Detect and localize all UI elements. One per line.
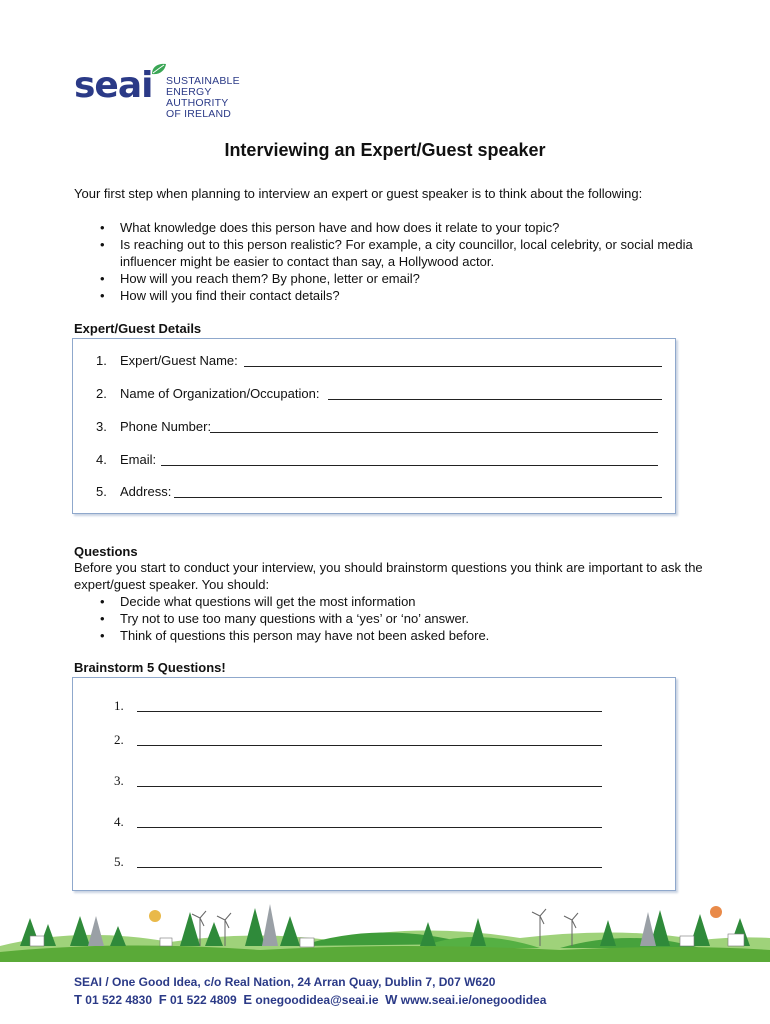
landscape-illustration [0,896,770,960]
email-input[interactable] [161,465,658,466]
leaf-icon [150,62,168,76]
bullet-icon: • [100,611,105,626]
address-input[interactable] [174,497,662,498]
list-item: • How will you reach them? By phone, letter or email? [100,271,420,286]
field-address: 5. Address: [96,483,666,501]
bullet-icon: • [100,628,105,643]
question-number: 5. [114,854,124,869]
fax-label: F [158,992,167,1007]
question-4-input[interactable] [137,827,602,828]
brainstorm-heading: Brainstorm 5 Questions! [74,660,226,675]
questions-tips-list [74,593,704,644]
brainstorm-box [72,677,676,891]
questions-heading: Questions [74,544,138,559]
footer-website[interactable]: www.seai.ie/onegoodidea [400,993,547,1007]
intro-text: Your first step when planning to interview an expert or guest speaker is to think about the following: [74,186,643,201]
list-item: • Is reaching out to this person realistic? For example, a city councillor, local celebrity, or social media influencer might be easier to contact than say, a Hollywood actor. [100,237,693,269]
list-item: • Think of questions this person may have not been asked before. [100,628,490,643]
question-2-input[interactable] [137,745,602,746]
bullet-icon: • [100,237,105,252]
footer-email[interactable]: onegoodidea@seai.ie [255,993,379,1007]
bullet-icon: • [100,288,105,303]
phone-label: T [74,992,82,1007]
field-expert-name: 1. Expert/Guest Name: [96,352,666,370]
phone-input[interactable] [210,432,658,433]
seai-logo [74,62,274,120]
bullet-icon: • [100,594,105,609]
list-item: • What knowledge does this person have and how does it relate to your topic? [100,220,560,235]
email-label: E [243,992,253,1007]
page-title: Interviewing an Expert/Guest speaker [224,140,546,160]
logo-wordmark: seai [74,65,153,106]
question-1-input[interactable] [137,711,602,712]
web-label: W [385,992,398,1007]
footer-phone[interactable]: 01 522 4830 [85,993,153,1007]
bullet-icon: • [100,220,105,235]
question-3-input[interactable] [137,786,602,787]
question-5-input[interactable] [137,867,602,868]
bullet-icon: • [100,271,105,286]
details-heading: Expert/Guest Details [74,321,202,336]
field-email: 4. Email: [96,451,666,469]
question-number: 3. [114,773,124,788]
grass-strip [0,956,770,962]
footer-address: SEAI / One Good Idea, c/o Real Nation, 24 Arran Quay, Dublin 7, D07 W620 [74,975,496,989]
footer-contacts [74,992,546,1007]
expert-name-input[interactable] [244,366,662,367]
logo-subtitle: SUSTAINABLE ENERGY AUTHORITY OF IRELAND [166,75,240,120]
question-number: 1. [114,698,124,713]
questions-intro: Before you start to conduct your interview, you should brainstorm questions you think are important to ask the expert/guest speaker. You should: [74,560,703,592]
question-number: 4. [114,814,124,829]
field-organization: 2. Name of Organization/Occupation: [96,385,666,403]
field-phone: 3. Phone Number: [96,418,666,436]
footer-fax[interactable]: 01 522 4809 [170,993,237,1007]
question-number: 2. [114,732,124,747]
list-item: • Try not to use too many questions with a ‘yes’ or ‘no’ answer. [100,611,470,626]
organization-input[interactable] [328,399,662,400]
list-item: • Decide what questions will get the most information [100,594,416,609]
list-item: • How will you find their contact details? [100,288,340,303]
consideration-list [74,219,704,304]
